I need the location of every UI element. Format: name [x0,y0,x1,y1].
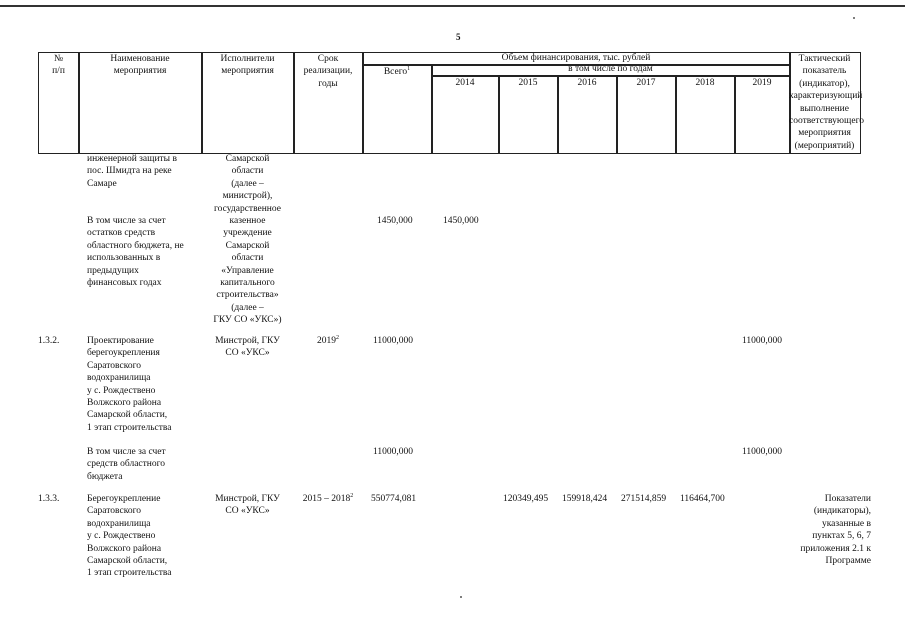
row-number: 1.3.3. [38,494,60,504]
header-indicator: Тактический показатель (индикатор), характеризующий выполнение соответствующего мероприятия (мероприятий) [789,54,864,151]
row-name: Проектирование берегоукрепления Саратовского водохранилища у с. Рождествено Волжского района Самарской области, 1 этап строительства [87,336,172,433]
row-name: В том числе за счет остатков средств областного бюджета, не использованных в предыдущих финансовых годах [87,216,184,289]
row-executors: Самарской области (далее – министрой), государственное казенное учреждение Самарской области «Управление капитального строительства» (далее – ГКУ СО «УКС») [213,154,282,326]
row-name: Берегоукрепление Саратовского водохранилища у с. Рождествено Волжского района Самарской области, 1 этап строительства [87,494,172,579]
row-year-2018: 116464,700 [680,494,725,504]
row-year-2014: 1450,000 [443,216,479,226]
row-year-2019: 11000,000 [742,447,783,457]
header-executors: Исполнители мероприятия [220,54,275,77]
row-total: 1450,000 [377,216,413,226]
header-year-2018: 2018 [695,78,715,88]
header-year-2014: 2014 [455,78,475,88]
row-indicator: Показатели (индикаторы), указанные в пунктах 5, 6, 7 приложения 2.1 к Программе [800,494,871,567]
scan-edge-line [0,5,905,7]
row-name: инженерной защиты в пос. Шмидта на реке Самаре [87,154,177,189]
row-year-2019: 11000,000 [742,336,783,346]
header-financing: Объем финансирования, тыс. рублей [501,53,651,63]
row-total: 11000,000 [373,336,414,346]
scan-speck [853,17,855,19]
scan-speck [460,596,462,598]
header-year-2015: 2015 [518,78,538,88]
header-term: Срок реализации, годы [303,54,353,89]
row-year-2017: 271514,859 [621,494,667,504]
row-total: 11000,000 [373,447,414,457]
row-term: 2019$^2$ [317,334,339,346]
header-num: № п/п [52,54,65,77]
row-number: 1.3.2. [38,336,60,346]
row-year-2016: 159918,424 [562,494,608,504]
row-year-2015: 120349,495 [503,494,549,504]
header-by-years: в том числе по годам [568,64,653,74]
header-total: Всего$^1$ [383,65,411,77]
page-number: 5 [456,32,461,42]
header-year-2016: 2016 [577,78,597,88]
header-name: Наименование мероприятия [110,54,170,77]
row-executors: Минстрой, ГКУ СО «УКС» [215,494,280,517]
header-year-2019: 2019 [752,78,772,88]
row-executors: Минстрой, ГКУ СО «УКС» [215,336,280,359]
row-name: В том числе за счет средств областного бюджета [87,447,166,482]
row-term: 2015 – 2018$^2$ [302,492,354,504]
row-total: 550774,081 [371,494,417,504]
header-year-2017: 2017 [636,78,656,88]
